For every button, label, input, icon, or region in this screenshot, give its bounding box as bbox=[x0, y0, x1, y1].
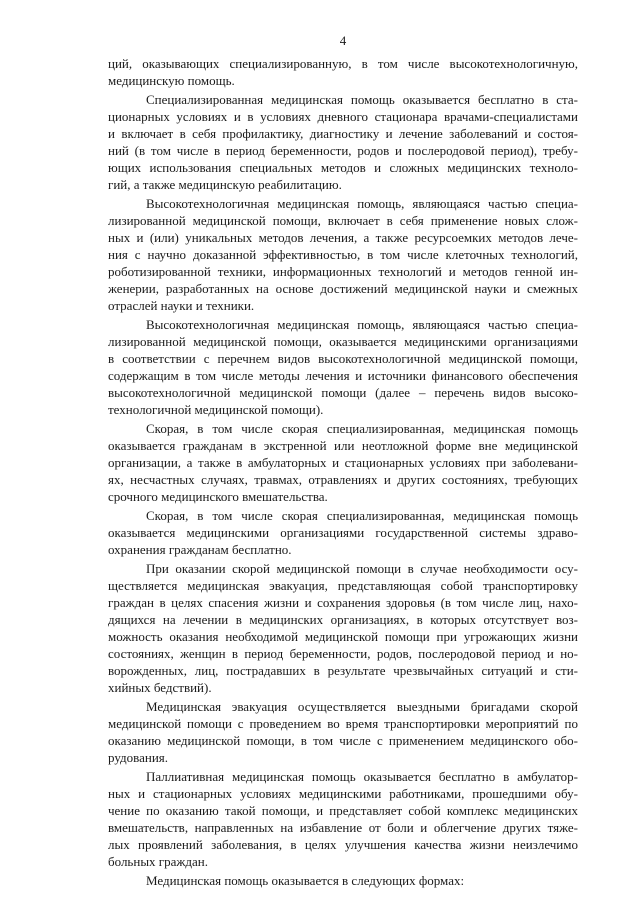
text-line: ворожденных, лиц, пострадавших в результате чрезвычайных ситуаций и сти- bbox=[108, 663, 578, 678]
paragraph bbox=[108, 55, 578, 89]
text-line: состояниях, женщин в период беременности, родов, послеродовой период и но- bbox=[108, 646, 578, 661]
text-line: технологичной медицинской помощи). bbox=[108, 402, 324, 417]
text-line: ющих использования специальных методов и сложных медицинских техноло- bbox=[108, 160, 578, 175]
text-line: ществляется медицинская эвакуация, представляющая собой транспортировку bbox=[108, 578, 578, 593]
text-line: гий, а также медицинскую реабилитацию. bbox=[108, 177, 342, 192]
text-line: ния с научно доказанной эффективностью, в том числе клеточных технологий, bbox=[108, 247, 578, 262]
text-line: срочного медицинского вмешательства. bbox=[108, 489, 328, 504]
paragraph bbox=[108, 872, 578, 889]
text-line: вмешательств, направленных на избавление от боли и облегчение других тяже- bbox=[108, 820, 578, 835]
text-line: граждан в целях спасения жизни и сохранения здоровья (в том числе лиц, нахо- bbox=[108, 595, 578, 610]
text-line: ных и стационарных условиях медицинскими работниками, прошедшими обу- bbox=[108, 786, 578, 801]
text-line: роботизированной техники, информационных технологий и методов генной ин- bbox=[108, 264, 578, 279]
text-line: и включает в себя профилактику, диагностику и лечение заболеваний и состоя- bbox=[108, 126, 578, 141]
text-line: хийных бедствий). bbox=[108, 680, 212, 695]
text-line: Медицинская эвакуация осуществляется выездными бригадами скорой bbox=[146, 699, 578, 714]
paragraph bbox=[108, 420, 578, 505]
page-number: 4 bbox=[339, 33, 347, 48]
paragraph bbox=[108, 507, 578, 558]
text-line: можность оказания необходимой медицинской помощи при угрожающих жизни bbox=[108, 629, 578, 644]
text-line: женерии, разработанных на основе достижений медицинской науки и смежных bbox=[108, 281, 578, 296]
text-line: Скорая, в том числе скорая специализированная, медицинская помощь bbox=[146, 508, 578, 523]
paragraph bbox=[108, 768, 578, 870]
text-line: ционарных условиях и в условиях дневного стационара врачами-специалистами bbox=[108, 109, 578, 124]
text-line: лизированной медицинской помощи, включает в себя применение новых слож- bbox=[108, 213, 578, 228]
text-line: больных граждан. bbox=[108, 854, 208, 869]
paragraph bbox=[108, 560, 578, 696]
text-line: ций, оказывающих специализированную, в том числе высокотехнологичную, bbox=[108, 56, 578, 71]
text-line: лизированной медицинской помощи, оказывается медицинскими организациями bbox=[108, 334, 578, 349]
text-line: ях, несчастных случаях, травмах, отравлениях и других состояниях, требующих bbox=[108, 472, 578, 487]
text-line: Специализированная медицинская помощь оказывается бесплатно в ста- bbox=[146, 92, 578, 107]
text-line: При оказании скорой медицинской помощи в случае необходимости осу- bbox=[146, 561, 578, 576]
text-line: лых проявлений заболевания, в целях улучшения качества жизни неизлечимо bbox=[108, 837, 578, 852]
text-line: оказывается гражданам в экстренной или неотложной форме вне медицинской bbox=[108, 438, 578, 453]
text-line: оказывается медицинскими организациями государственной системы здраво- bbox=[108, 525, 578, 540]
text-line: организации, а также в амбулаторных и стационарных условиях при заболевани- bbox=[108, 455, 578, 470]
text-line: оказанию медицинской помощи, в том числе с применением медицинского обо- bbox=[108, 733, 578, 748]
paragraph bbox=[108, 195, 578, 314]
text-line: Высокотехнологичная медицинская помощь, являющаяся частью специа- bbox=[146, 317, 578, 332]
text-line: медицинской помощи с проведением во время транспортировки мероприятий по bbox=[108, 716, 578, 731]
paragraph bbox=[108, 698, 578, 766]
text-line: рудования. bbox=[108, 750, 169, 765]
text-line: Медицинская помощь оказывается в следующих формах: bbox=[146, 873, 465, 888]
text-line: Паллиативная медицинская помощь оказывается бесплатно в амбулатор- bbox=[146, 769, 578, 784]
text-line: содержащим в том числе методы лечения и источники финансового обеспечения bbox=[108, 368, 578, 383]
text-line: высокотехнологичной медицинской помощи (далее – перечень видов высоко- bbox=[108, 385, 578, 400]
text-line: в соответствии с перечнем видов высокотехнологичной медицинской помощи, bbox=[108, 351, 578, 366]
text-line: медицинскую помощь. bbox=[108, 73, 235, 88]
paragraph bbox=[108, 316, 578, 418]
text-line: отраслей науки и техники. bbox=[108, 298, 255, 313]
text-line: ний (в том числе в период беременности, родов и послеродовой период), требу- bbox=[108, 143, 578, 158]
text-line: чение по оказанию такой помощи, и представляет собой комплекс медицинских bbox=[108, 803, 578, 818]
text-line: охранения гражданам бесплатно. bbox=[108, 542, 292, 557]
document-body bbox=[108, 55, 578, 889]
text-line: Высокотехнологичная медицинская помощь, являющаяся частью специа- bbox=[146, 196, 578, 211]
text-line: ных и (или) уникальных методов лечения, а также ресурсоемких методов лече- bbox=[108, 230, 578, 245]
text-line: Скорая, в том числе скорая специализированная, медицинская помощь bbox=[146, 421, 578, 436]
paragraph bbox=[108, 91, 578, 193]
text-line: дящихся на лечении в медицинских организациях, в которых отсутствует воз- bbox=[108, 612, 578, 627]
